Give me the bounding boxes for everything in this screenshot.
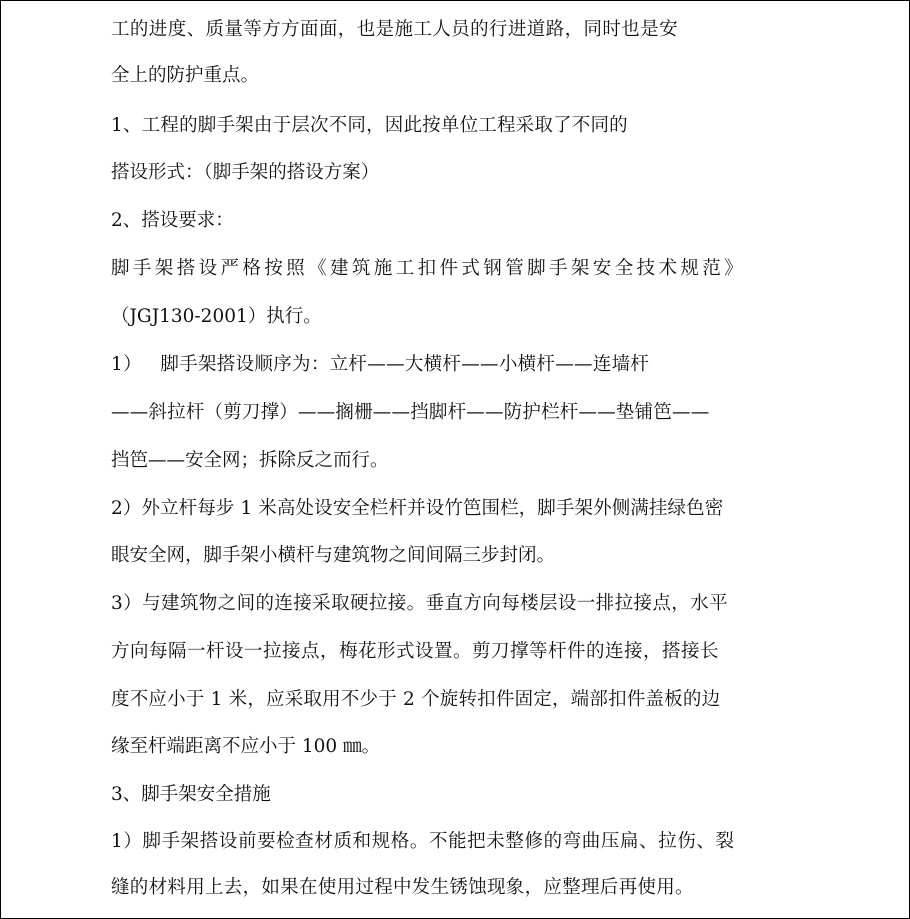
- text-line: 2）外立杆每步 1 米高处设安全栏杆并设竹笆围栏，脚手架外侧满挂绿色密: [111, 498, 724, 519]
- text-line: 搭设形式：（脚手架的搭设方案）: [111, 162, 380, 183]
- text-line: 缝的材料用上去，如果在使用过程中发生锈蚀现象，应整理后再使用。: [111, 877, 694, 898]
- text-line: 1）脚手架搭设前要检查材质和规格。不能把未整修的弯曲压扁、拉伤、裂: [111, 831, 735, 852]
- text-line: 3）与建筑物之间的连接采取硬拉接。垂直方向每楼层设一排拉接点，水平: [111, 593, 728, 614]
- text-line: 1、工程的脚手架由于层次不同，因此按单位工程采取了不同的: [111, 115, 628, 136]
- text-line: 挡笆——安全网；拆除反之而行。: [111, 450, 389, 471]
- text-line: ——斜拉杆（剪刀撑）——搁栅——挡脚杆——防护栏杆——垫铺笆——: [111, 402, 710, 423]
- text-line: 全上的防护重点。: [111, 65, 260, 86]
- text-line: 度不应小于 1 米，应采取用不少于 2 个旋转扣件固定，端部扣件盖板的边: [111, 689, 721, 710]
- text-line: 1） 脚手架搭设顺序为：立杆——大横杆——小横杆——连墙杆: [111, 354, 650, 375]
- text-line: （JGJ130-2001）执行。: [111, 306, 322, 327]
- text-line: 3、脚手架安全措施: [111, 784, 271, 805]
- text-line: 缘至杆端距离不应小于 100 ㎜。: [111, 736, 381, 757]
- text-line: 2、搭设要求：: [111, 210, 234, 231]
- text-line: 工的进度、质量等方方面面，也是施工人员的行进道路，同时也是安: [111, 19, 679, 40]
- text-line: 方向每隔一杆设一拉接点，梅花形式设置。剪刀撑等杆件的连接，搭接长: [111, 641, 720, 662]
- text-line: 脚手架搭设严格按照《建筑施工扣件式钢管脚手架安全技术规范》: [111, 258, 747, 279]
- text-line: 眼安全网，脚手架小横杆与建筑物之间间隔三步封闭。: [111, 545, 556, 566]
